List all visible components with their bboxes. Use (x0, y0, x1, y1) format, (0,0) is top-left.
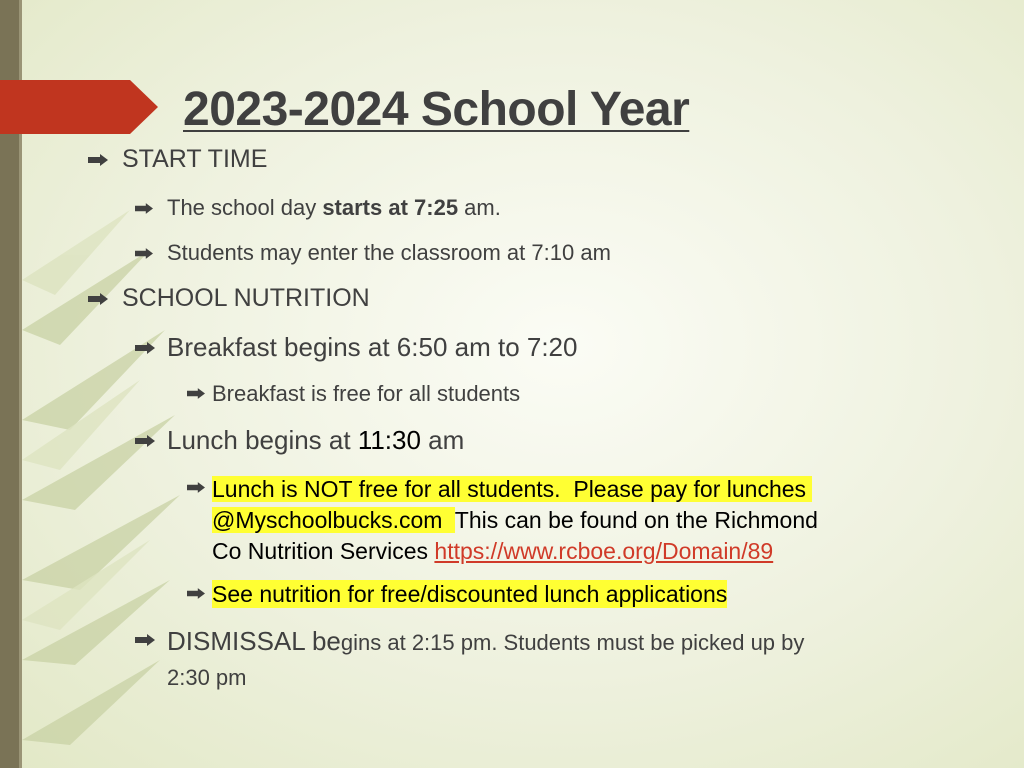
school-nutrition-heading: SCHOOL NUTRITION (122, 284, 370, 312)
breakfast-free-text: Breakfast is free for all students (212, 381, 521, 406)
lunch-payment-line2: This can be found on the Richmond (454, 507, 818, 533)
school-day-start-text (167, 195, 501, 221)
breakfast-text: Breakfast begins at 6:50 am to 7:20 (167, 332, 578, 362)
lunch-prefix: Lunch begins at (167, 425, 358, 455)
pencil-arrow-icon (135, 634, 155, 646)
pencil-arrow-icon (187, 388, 205, 399)
pencil-arrow-icon (187, 588, 205, 599)
dismissal-text (167, 625, 804, 697)
page-title: 2023-2024 School Year (183, 83, 690, 136)
school-day-time: starts at 7:25 (322, 195, 459, 220)
school-day-suffix: am. (458, 195, 501, 220)
dismissal-line2: 2:30 pm (167, 665, 247, 690)
pencil-arrow-icon (135, 435, 155, 447)
pencil-arrow-icon (88, 293, 108, 305)
dismissal-rest: gins at 2:15 pm. Students must be picked up by (340, 630, 805, 655)
pencil-arrow-icon (187, 482, 205, 493)
title-arrow-shape (0, 80, 160, 134)
school-day-prefix: The school day (167, 195, 323, 220)
lunch-suffix: am (420, 425, 465, 455)
lunch-payment-line1: Lunch is NOT free for all students. Please pay for lunches (212, 476, 813, 502)
pencil-arrow-icon (88, 154, 108, 166)
dismissal-lead: DISMISSAL be (167, 626, 341, 656)
classroom-entry-text: Students may enter the classroom at 7:10 am (167, 240, 611, 265)
myschoolbucks-text: @Myschoolbucks.com (212, 507, 455, 533)
lunch-payment-text (212, 474, 818, 567)
lunch-time: 11:30 (357, 425, 421, 455)
pencil-arrow-icon (135, 203, 153, 214)
lunch-payment-line3: Co Nutrition Services (212, 538, 435, 564)
pencil-arrow-icon (135, 342, 155, 354)
lunch-applications-text: See nutrition for free/discounted lunch applications (212, 581, 728, 607)
nutrition-services-link[interactable]: https://www.rcboe.org/Domain/89 (434, 538, 774, 564)
start-time-heading: START TIME (122, 145, 268, 173)
pencil-arrow-icon (135, 248, 153, 259)
lunch-text (167, 425, 464, 456)
